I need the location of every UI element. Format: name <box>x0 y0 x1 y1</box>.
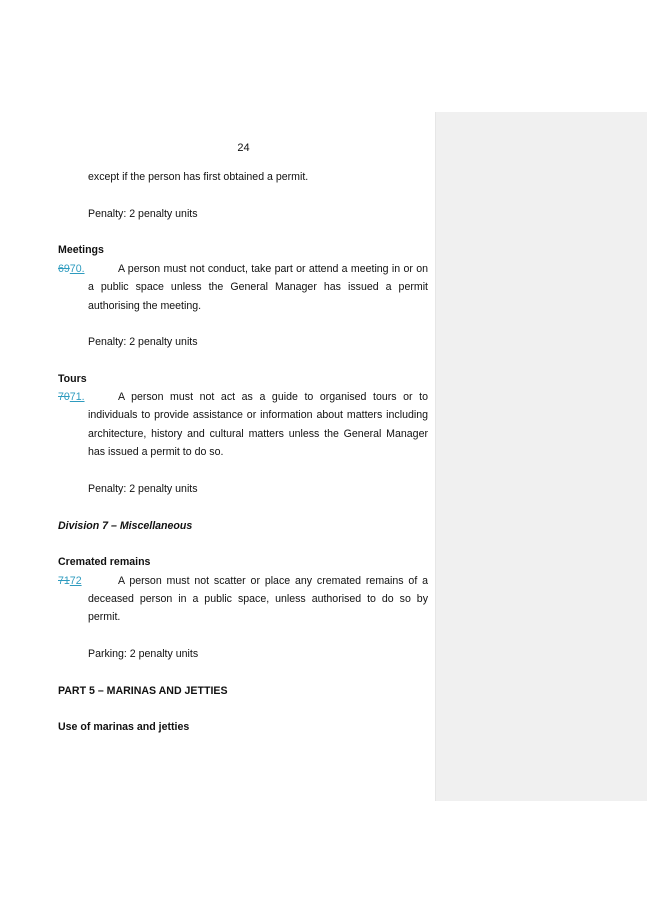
penalty-text: Penalty: 2 penalty units <box>88 483 198 495</box>
inserted-number: 71. <box>69 391 85 403</box>
penalty-text: Penalty: 2 penalty units <box>88 336 198 348</box>
clause-text: a public space unless the General Manager has issued a permit <box>88 281 428 293</box>
clause-text: authorising the meeting. <box>88 300 202 312</box>
heading-tours: Tours <box>58 373 87 385</box>
clause-text: architecture, history and cultural matters unless the General Manager <box>88 428 428 440</box>
clause-text: individuals to provide assistance or information about matters including <box>88 409 428 421</box>
deleted-number: 69 <box>58 263 70 275</box>
heading-meetings: Meetings <box>58 244 104 256</box>
clause-number <box>58 391 114 403</box>
penalty-text: Parking: 2 penalty units <box>88 648 199 660</box>
clause-text: permit. <box>88 611 121 623</box>
clause-text: A person must not act as a guide to organised tours or to <box>118 391 428 403</box>
subheading: Use of marinas and jetties <box>58 721 190 733</box>
inserted-number: 70. <box>69 263 85 275</box>
clause-number <box>58 575 114 587</box>
division-heading: Division 7 – Miscellaneous <box>58 520 193 532</box>
continuation-line: except if the person has first obtained a permit. <box>88 171 309 183</box>
clause-number <box>58 263 114 275</box>
clause-text: deceased person in a public space, unless authorised to do so by <box>88 593 428 605</box>
deleted-number: 70 <box>58 391 70 403</box>
page-number: 24 <box>237 142 250 154</box>
clause-text: A person must not conduct, take part or attend a meeting in or on <box>118 263 428 275</box>
deleted-number: 71 <box>58 575 70 587</box>
comment-margin-pane <box>435 112 647 801</box>
part-heading: PART 5 – MARINAS AND JETTIES <box>58 685 228 697</box>
penalty-text: Penalty: 2 penalty units <box>88 208 198 220</box>
heading-cremated-remains: Cremated remains <box>58 556 151 568</box>
clause-text: has issued a permit to do so. <box>88 446 224 458</box>
clause-text: A person must not scatter or place any cremated remains of a <box>118 575 428 587</box>
inserted-number: 72 <box>69 575 82 587</box>
